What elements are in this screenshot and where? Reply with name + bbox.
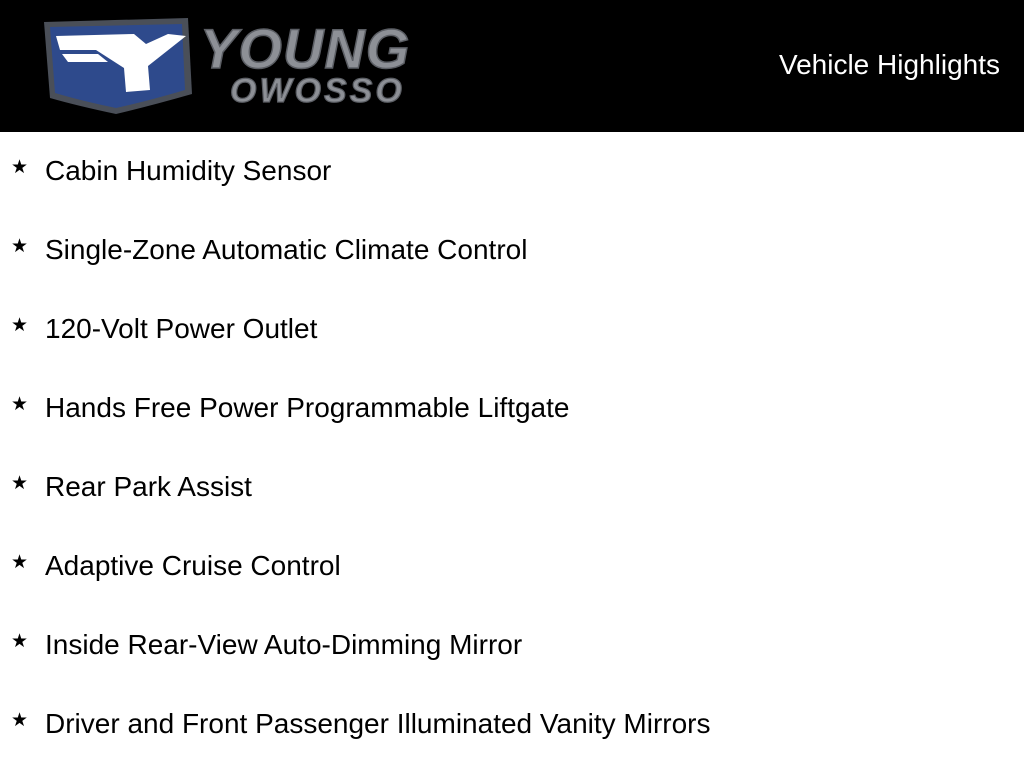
list-item	[0, 685, 1024, 764]
highlight-label: Driver and Front Passenger Illuminated Vanity Mirrors	[45, 708, 711, 739]
header-bar	[0, 0, 1024, 132]
vehicle-highlights-list	[0, 132, 1024, 764]
highlight-label: Inside Rear-View Auto-Dimming Mirror	[45, 629, 523, 660]
star-icon: ★	[11, 552, 29, 573]
highlight-label: Single-Zone Automatic Climate Control	[45, 234, 528, 265]
list-item	[0, 211, 1024, 290]
list-item	[0, 606, 1024, 685]
star-icon: ★	[11, 236, 29, 257]
star-icon: ★	[11, 473, 29, 494]
logo-line2: OWOSSO	[230, 72, 405, 110]
list-item	[0, 132, 1024, 211]
logo-line1: YOUNG	[200, 17, 411, 80]
page-title: Vehicle Highlights	[778, 49, 1000, 80]
highlight-label: Cabin Humidity Sensor	[45, 155, 332, 186]
list-item	[0, 448, 1024, 527]
list-item	[0, 527, 1024, 606]
star-icon: ★	[11, 710, 29, 731]
young-owosso-logo	[38, 14, 518, 118]
highlight-label: Rear Park Assist	[45, 471, 252, 502]
list-item	[0, 369, 1024, 448]
star-icon: ★	[11, 394, 29, 415]
list-item	[0, 290, 1024, 369]
highlight-label: Adaptive Cruise Control	[45, 550, 341, 581]
star-icon: ★	[11, 631, 29, 652]
highlight-label: Hands Free Power Programmable Liftgate	[45, 392, 570, 423]
star-icon: ★	[11, 315, 29, 336]
star-icon: ★	[11, 157, 29, 178]
highlight-label: 120-Volt Power Outlet	[45, 313, 318, 344]
